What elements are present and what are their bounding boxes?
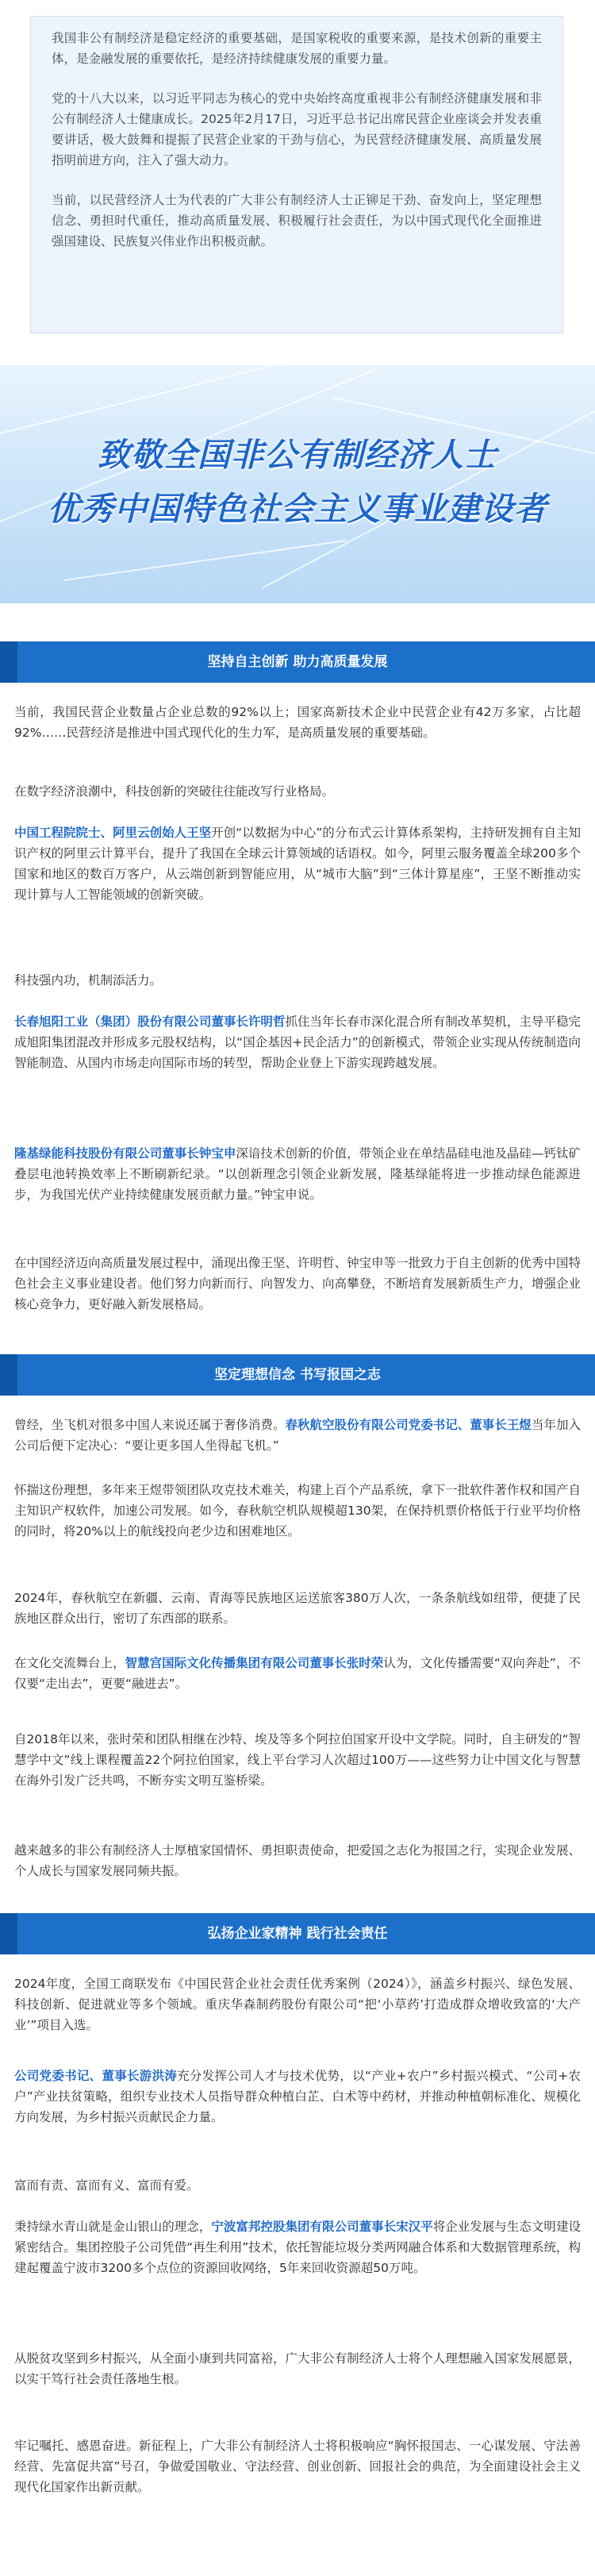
body-paragraph: 怀揣这份理想，多年来王煜带领团队攻克技术难关，构建上百个产品系统，拿下一批软件著作权和国产自主知识产权软件，加速公司发展。如今，春秋航空机队规模超130架，在保持机票价格低于行业平均价格的同时，将20%以上的航线投向老少边和困难地区。 — [14, 1483, 581, 1538]
person-highlight: 公司党委书记、董事长游洪涛 — [14, 2069, 178, 2083]
body-paragraph: 牢记嘱托、感恩奋进。新征程上，广大非公有制经济人士将积极响应“胸怀报国志、一心谋发展、守法善经营、先富促共富”号召，争做爱国敬业、守法经营、创业创新、回报社会的典范，为全面建设社会主义现代化国家作出新贡献。 — [14, 2439, 581, 2494]
person-highlight: 宁波富邦控股集团有限公司董事长宋汉平 — [211, 2220, 433, 2234]
person-highlight: 中国工程院院士、阿里云创始人王坚 — [14, 826, 212, 840]
title-banner — [0, 365, 595, 603]
body-paragraph: 2024年，春秋航空在新疆、云南、青海等民族地区运送旅客380万人次，一条条航线如纽带，便捷了民族地区群众出行，密切了东西部的联系。 — [14, 1591, 581, 1626]
body-paragraph: 越来越多的非公有制经济人士厚植家国情怀、勇担职责使命，把爱国之志化为报国之行，实现企业发展、个人成长与国家发展同频共振。 — [14, 1843, 581, 1878]
body-paragraph: 在中国经济迈向高质量发展过程中，涌现出像王坚、许明哲、钟宝申等一批致力于自主创新的优秀中国特色社会主义事业建设者。他们努力向新而行、向智发力、向高攀登，不断培育发展新质生产力，增强企业核心竞争力，更好融入新发展格局。 — [14, 1256, 581, 1311]
body-paragraph: 隆基绿能科技股份有限公司董事长钟宝申深谙技术创新的价值，带领企业在单结晶硅电池及晶硅—钙钛矿叠层电池转换效率上不断刷新纪录。“以创新理念引领企业新发展，隆基绿能将进一步推动绿色能源进步，为我国光伏产业持续健康发展贡献力量。”钟宝申说。 — [14, 1146, 581, 1202]
intro-card — [30, 16, 563, 333]
body-paragraph: 在数字经济浪潮中，科技创新的突破往往能改写行业格局。 — [14, 784, 335, 799]
body-paragraph: 在文化交流舞台上，智慧宫国际文化传播集团有限公司董事长张时荣认为，文化传播需要“双向奔赴”，不仅要“走出去”，更要“融进去”。 — [14, 1656, 581, 1691]
section-heading-innovation: 坚持自主创新 助力高质量发展 — [0, 641, 595, 683]
person-highlight: 长春旭阳工业（集团）股份有限公司董事长许明哲 — [14, 1015, 286, 1029]
body-paragraph: 中国工程院院士、阿里云创始人王坚开创“以数据为中心”的分布式云计算体系架构，主持研发拥有自主知识产权的阿里云计算平台，提升了我国在全球云计算领域的话语权。如今，阿里云服务覆盖全球200多个国家和地区的数百万客户，从云端创新到智能应用，从“城市大脑”到“三体计算星座”，王坚不断推动实现计算与人工智能领域的创新突破。 — [14, 826, 581, 902]
body-paragraph: 曾经，坐飞机对很多中国人来说还属于奢侈消费。春秋航空股份有限公司党委书记、董事长王煜当年加入公司后便下定决心：“要让更多国人坐得起飞机。” — [14, 1418, 581, 1453]
body-paragraph: 2024年度，全国工商联发布《中国民营企业社会责任优秀案例（2024）》，涵盖乡村振兴、绿色发展、科技创新、促进就业等多个领域。重庆华森制药股份有限公司“把‘小草药’打造成群众增收致富的‘大产业’”项目入选。 — [14, 1977, 581, 2032]
section-heading-ideals: 坚定理想信念 书写报国之志 — [0, 1354, 595, 1396]
intro-paragraph: 党的十八大以来，以习近平同志为核心的党中央始终高度重视非公有制经济健康发展和非公有制经济人士健康成长。2025年2月17日，习近平总书记出席民营企业座谈会并发表重要讲话，极大鼓舞和提振了民营企业家的干劲与信心，为民营经济健康发展、高质量发展指明前进方向，注入了强大动力。 — [52, 91, 542, 167]
body-paragraph: 富而有责、富而有义、富而有爱。 — [14, 2178, 199, 2193]
body-paragraph: 当前，我国民营企业数量占企业总数的92%以上；国家高新技术企业中民营企业有42万多家，占比超92%……民营经济是推进中国式现代化的生力军，是高质量发展的重要基础。 — [14, 705, 581, 740]
intro-paragraph: 我国非公有制经济是稳定经济的重要基础，是国家税收的重要来源，是技术创新的重要主体，是金融发展的重要依托，是经济持续健康发展的重要力量。 — [52, 31, 542, 66]
body-paragraph: 自2018年以来，张时荣和团队相继在沙特、埃及等多个阿拉伯国家开设中文学院。同时，自主研发的“智慧学中文”线上课程覆盖22个阿拉伯国家，线上平台学习人次超过100万——这些努力让中国文化与智慧在海外引发广泛共鸣，不断夯实文明互鉴桥梁。 — [14, 1732, 581, 1788]
banner-title-line1: 致敬全国非公有制经济人士 — [98, 436, 497, 474]
intro-paragraph: 当前，以民营经济人士为代表的广大非公有制经济人士正铆足干劲、奋发向上，坚定理想信念、勇担时代重任，推动高质量发展、积极履行社会责任，为以中国式现代化全面推进强国建设、民族复兴伟业作出积极贡献。 — [52, 193, 542, 248]
body-paragraph: 公司党委书记、董事长游洪涛充分发挥公司人才与技术优势，以“产业+农户”乡村振兴模式、“公司+农户”产业扶贫策略，组织专业技术人员指导群众种植白芷、白术等中药材，并推动种植朝标准化、规模化方向发展，为乡村振兴贡献民企力量。 — [14, 2069, 581, 2124]
person-highlight: 春秋航空股份有限公司党委书记、董事长王煜 — [285, 1418, 532, 1432]
person-highlight: 智慧宫国际文化传播集团有限公司董事长张时荣 — [125, 1656, 384, 1670]
body-paragraph: 长春旭阳工业（集团）股份有限公司董事长许明哲抓住当年长春市深化混合所有制改革契机，主导平稳完成旭阳集团混改并形成多元股权结构，以“国企基因+民企活力”的创新模式，带领企业实现从传统制造向智能制造、从国内市场走向国际市场的转型，帮助企业登上下游实现跨越发展。 — [14, 1015, 581, 1070]
section-heading-responsibility: 弘扬企业家精神 践行社会责任 — [0, 1913, 595, 1954]
body-paragraph: 从脱贫攻坚到乡村振兴，从全面小康到共同富裕，广大非公有制经济人士将个人理想融入国家发展愿景，以实干笃行社会责任落地生根。 — [14, 2351, 581, 2386]
body-paragraph: 秉持绿水青山就是金山银山的理念，宁波富邦控股集团有限公司董事长宋汉平将企业发展与生态文明建设紧密结合。集团控股子公司凭借“再生利用”技术，依托智能垃圾分类两网融合体系和大数据管理系统，构建起覆盖宁波市3200多个点位的资源回收网络，5年来回收资源超50万吨。 — [14, 2220, 581, 2275]
body-paragraph: 科技强内功，机制添活力。 — [14, 973, 163, 988]
banner-title-line2: 优秀中国特色社会主义事业建设者 — [48, 490, 547, 528]
person-highlight: 隆基绿能科技股份有限公司董事长钟宝申 — [14, 1146, 236, 1161]
